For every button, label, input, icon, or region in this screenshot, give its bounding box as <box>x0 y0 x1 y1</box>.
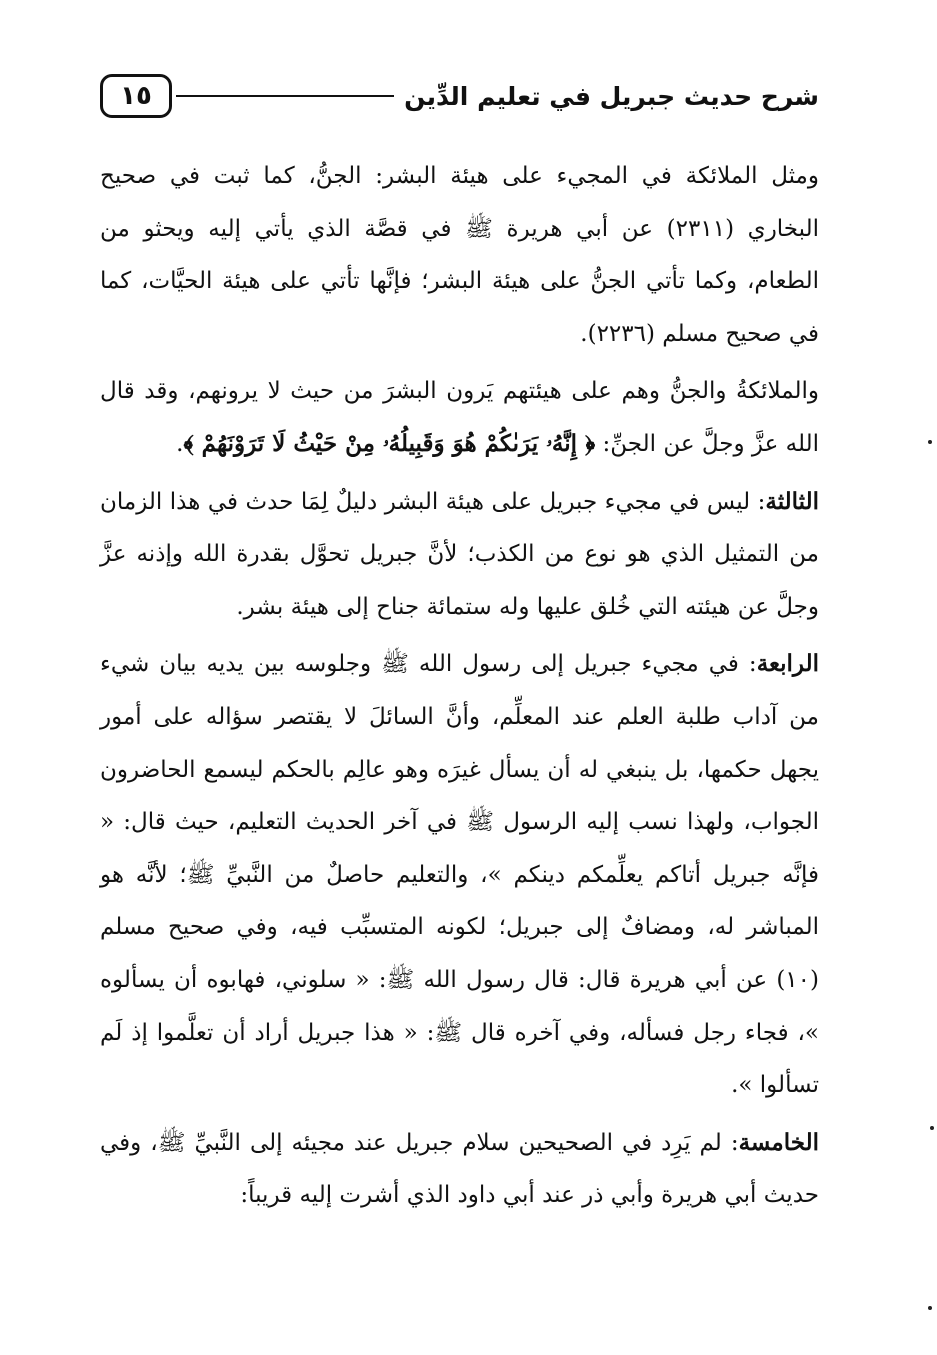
page-number: ١٥ <box>100 74 172 118</box>
paragraph-fourth-point <box>100 638 819 1111</box>
header-rule <box>176 95 394 97</box>
point-label: الثالثة <box>765 487 819 515</box>
paragraph-jinn-appearance <box>100 150 819 360</box>
paragraph-text: : لم يَرِد في الصحيحين سلام جبريل عند مجيئه إلى النَّبيِّ ﷺ، وفي حديث أبي هريرة وأبي ذر عند أبي داود الذي أشرت إليه قريباً: <box>100 1129 819 1209</box>
paragraph-text: ومثل الملائكة في المجيء على هيئة البشر: الجنُّ، كما ثبت في صحيح البخاري (٢٣١١) عن أبي هريرة ﷺ في قصَّة الذي يأتي إليه ويحثو من الطعام، وكما تأتي الجنُّ على هيئة البشر؛ فإنَّها تأتي على هيئة الحيَّات، كما في صحيح مسلم (٢٢٣٦). <box>100 163 819 347</box>
page-body <box>100 150 819 1222</box>
quran-verse: ﴿ إِنَّهُۥ يَرَىٰكُمْ هُوَ وَقَبِيلُهُۥ مِنْ حَيْثُ لَا تَرَوْنَهُمْ ﴾ <box>183 429 596 457</box>
margin-dot <box>930 1126 934 1130</box>
page-header <box>100 70 819 122</box>
point-label: الرابعة <box>756 650 819 678</box>
paragraph-text: والملائكةُ والجنُّ وهم على هيئتهم يَرون البشرَ من حيث لا يرونهم، وقد قال الله عزَّ وجلَّ عن الجنِّ: <box>100 378 819 457</box>
margin-dot <box>928 440 932 444</box>
paragraph-third-point <box>100 476 819 634</box>
paragraph-jinn-verse <box>100 365 819 470</box>
point-label: الخامسة <box>738 1128 819 1156</box>
paragraph-text: . <box>176 430 184 457</box>
running-title: شرح حديث جبريل في تعليم الدِّين <box>404 81 819 111</box>
paragraph-fifth-point <box>100 1117 819 1222</box>
paragraph-text: : في مجيء جبريل إلى رسول الله ﷺ وجلوسه بين يديه بيان شيء من آداب طلبة العلم عند المعلِّم، وأنَّ السائلَ لا يقتصر سؤاله على أمور يجهل حكمها، بل ينبغي له أن يسأل غيرَه وهو عالِم بالحكم ليسمع الحاضرون الجواب، ولهذا نسب إليه الرسول ﷺ في آخر الحديث التعليم، حيث قال: « فإنَّه جبريل أتاكم يعلِّمكم دينكم »، والتعليم حاصلٌ من النَّبيِّ ﷺ؛ لأنَّه هو المباشر له، ومضافٌ إلى جبريل؛ لكونه المتسبِّب فيه، وفي صحيح مسلم (١٠) عن أبي هريرة قال: قال رسول الله ﷺ: « سلوني، فهابوه أن يسألوه »، فجاء رجل فسأله، وفي آخره قال ﷺ: « هذا جبريل أراد أن تعلَّموا إذ لَم تسألوا ». <box>100 651 819 1099</box>
margin-dot <box>928 1306 932 1310</box>
paragraph-text: : ليس في مجيء جبريل على هيئة البشر دليلٌ لِمَا حدث في هذا الزمان من التمثيل الذي هو نوع من الكذب؛ لأنَّ جبريل تحوَّل بقدرة الله وإذنه عزَّ وجلَّ عن هيئته التي خُلق عليها وله ستمائة جناح إلى هيئة بشر. <box>100 488 819 620</box>
